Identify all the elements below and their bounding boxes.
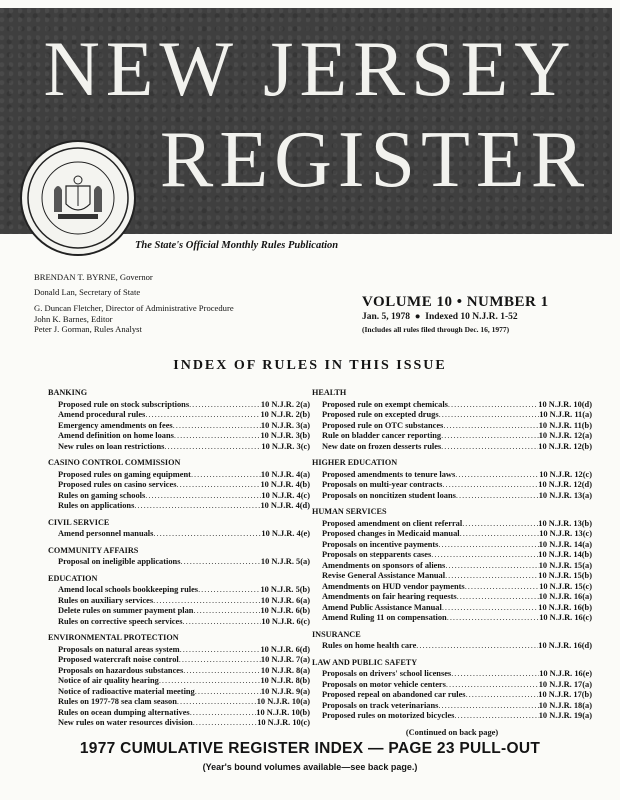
index-entry	[312, 491, 592, 502]
entry-reference: 10 N.J.R. 2(b)	[260, 410, 310, 419]
entry-title: Emergency amendments on fees	[58, 420, 173, 430]
entry-title: Proposals on natural areas system	[58, 644, 180, 654]
official-secretary: Donald Lan, Secretary of State	[34, 286, 141, 297]
dot-leader	[455, 470, 539, 481]
entry-title: Amend definition on home loans	[58, 431, 174, 440]
index-entry	[48, 557, 310, 568]
index-entry	[312, 613, 592, 624]
index-entry	[312, 641, 592, 652]
entry-reference: 10 N.J.R. 9(a)	[260, 686, 310, 696]
index-entry	[312, 603, 592, 614]
dot-leader	[190, 708, 257, 719]
entry-title: Proposed rules on motorized bicycles	[322, 711, 455, 720]
entry-title: New date on frozen desserts rules	[322, 441, 442, 451]
entry-title: Rules on corrective speech services	[58, 616, 183, 626]
entry-title: Proposed amendment on client referral	[322, 518, 463, 528]
entry-reference: 10 N.J.R. 10(b)	[256, 707, 310, 717]
index-entry	[312, 540, 592, 551]
section-heading: HIGHER EDUCATION	[312, 458, 398, 467]
index-entry	[312, 711, 592, 722]
entry-reference: 10 N.J.R. 10(a)	[256, 697, 310, 706]
dot-leader	[447, 613, 539, 624]
index-title: INDEX OF RULES IN THIS ISSUE	[173, 358, 447, 373]
tagline: The State's Official Monthly Rules Publication	[135, 240, 339, 251]
entry-title: Proposed rule on exempt chemicals	[322, 399, 448, 409]
section-heading: ENVIRONMENTAL PROTECTION	[48, 633, 179, 642]
entry-reference: 10 N.J.R. 6(b)	[260, 606, 310, 615]
state-seal-icon	[20, 140, 136, 256]
index-entry	[312, 529, 592, 540]
dot-leader	[179, 655, 261, 666]
entry-reference: 10 N.J.R. 16(a)	[538, 592, 592, 601]
entry-title: Proposals on incentive payments	[322, 539, 439, 549]
index-entry	[48, 410, 310, 421]
index-entry	[312, 592, 592, 603]
entry-reference: 10 N.J.R. 12(b)	[538, 441, 592, 451]
entry-title: Proposal on ineligible applications	[58, 557, 181, 566]
entry-reference: 10 N.J.R. 16(c)	[539, 613, 592, 622]
dot-leader	[416, 641, 538, 652]
dot-leader	[439, 410, 540, 421]
entry-title: Proposed rules on gaming equipment	[58, 469, 191, 479]
entry-title: Rules on home health care	[322, 641, 417, 650]
officials-list	[34, 272, 234, 335]
index-entry	[48, 666, 310, 677]
entry-title: New rules on water resources division	[58, 718, 193, 727]
dot-leader	[145, 491, 261, 502]
dot-leader	[466, 690, 539, 701]
section-heading: COMMUNITY AFFAIRS	[48, 545, 139, 555]
dot-leader	[445, 571, 538, 582]
entry-reference: 10 N.J.R. 2(a)	[260, 399, 310, 409]
entry-title: Proposed rule on excepted drugs	[322, 410, 439, 419]
entry-title: Rules on gaming schools	[58, 490, 146, 500]
index-entry	[48, 596, 310, 607]
entry-reference: 10 N.J.R. 8(b)	[260, 676, 310, 685]
index-entry	[312, 571, 592, 582]
entry-reference: 10 N.J.R. 15(a)	[538, 560, 592, 570]
index-entry	[312, 561, 592, 572]
entry-title: Proposed changes in Medicaid manual	[322, 529, 460, 538]
entry-reference: 10 N.J.R. 3(c)	[261, 441, 310, 451]
entry-title: Proposed repeal on abandoned car rules	[322, 690, 466, 699]
entry-reference: 10 N.J.R. 16(d)	[538, 641, 592, 650]
entry-reference: 10 N.J.R. 10(d)	[538, 399, 592, 409]
index-entry	[312, 400, 592, 411]
section-heading: EDUCATION	[48, 573, 98, 583]
entry-reference: 10 N.J.R. 5(a)	[260, 557, 310, 566]
index-entry	[312, 690, 592, 701]
entry-reference: 10 N.J.R. 4(a)	[260, 469, 310, 479]
entry-title: Rule on bladder cancer reporting	[322, 431, 442, 440]
entry-reference: 10 N.J.R. 6(a)	[260, 595, 310, 605]
dot-leader	[457, 592, 539, 603]
index-entry	[48, 431, 310, 442]
dot-leader	[441, 431, 539, 442]
index-entry	[312, 470, 592, 481]
dot-leader	[465, 582, 539, 593]
dot-leader	[445, 561, 538, 572]
dot-leader	[145, 410, 260, 421]
entry-reference: 10 N.J.R. 6(d)	[260, 644, 310, 654]
dot-leader	[438, 540, 538, 551]
entry-reference: 10 N.J.R. 3(b)	[260, 431, 310, 440]
index-entry	[48, 606, 310, 617]
entry-title: Amendments on HUD vendor payments	[322, 581, 465, 591]
entry-title: Rules on auxiliary services	[58, 595, 154, 605]
entry-title: Proposals on noncitizen student loans	[322, 490, 456, 500]
index-entry	[48, 529, 310, 540]
entry-title: Proposals on multi-year contracts	[322, 480, 443, 489]
masthead-title-line2: REGISTER	[159, 116, 591, 204]
index-entry	[48, 421, 310, 432]
index-entry	[48, 697, 310, 708]
dot-leader	[177, 480, 261, 491]
dot-leader	[448, 400, 538, 411]
entry-title: Amendments on sponsors of aliens	[322, 560, 446, 570]
entry-reference: 10 N.J.R. 12(d)	[538, 480, 592, 489]
dot-leader	[441, 442, 538, 453]
entry-reference: 10 N.J.R. 16(e)	[539, 669, 592, 678]
entry-title: Proposed rules on casino services	[58, 480, 177, 489]
entry-title: Proposals on motor vehicle centers	[322, 679, 446, 689]
entry-title: Amend personnel manuals	[58, 529, 154, 538]
dot-leader	[195, 687, 261, 698]
index-entry	[312, 431, 592, 442]
index-entry	[48, 501, 310, 512]
dot-leader	[173, 421, 261, 432]
section-heading: CASINO CONTROL COMMISSION	[48, 458, 181, 467]
entry-title: Proposed amendments to tenure laws	[322, 469, 456, 479]
entry-reference: 10 N.J.R. 18(a)	[538, 700, 592, 710]
dot-leader	[462, 519, 538, 530]
dot-leader	[174, 431, 261, 442]
index-entry	[48, 687, 310, 698]
entry-reference: 10 N.J.R. 11(a)	[539, 410, 592, 419]
index-entry	[48, 617, 310, 628]
dot-leader	[451, 669, 539, 680]
index-entry	[48, 676, 310, 687]
dot-leader	[134, 501, 260, 512]
index-entry	[48, 480, 310, 491]
issue-date: Jan. 5, 1978	[362, 312, 411, 322]
issue-line	[362, 312, 572, 322]
entry-reference: 10 N.J.R. 13(c)	[539, 529, 592, 538]
entry-reference: 10 N.J.R. 11(b)	[538, 420, 592, 430]
entry-reference: 10 N.J.R. 3(a)	[260, 420, 310, 430]
volume-block	[362, 294, 572, 334]
dot-leader	[191, 470, 261, 481]
dot-leader	[153, 529, 261, 540]
continued-note: (Continued on back page)	[405, 727, 499, 737]
index-entry	[48, 470, 310, 481]
entry-reference: 10 N.J.R. 6(c)	[261, 616, 310, 626]
section-heading: BANKING	[48, 388, 88, 397]
index-entry	[312, 442, 592, 453]
entry-title: Proposed rule on OTC substances	[322, 420, 444, 430]
dot-leader	[431, 550, 538, 561]
includes-note: (Includes all rules filed through Dec. 16, 1977)	[362, 325, 510, 334]
entry-reference: 10 N.J.R. 15(b)	[538, 571, 592, 580]
dot-leader	[183, 666, 261, 677]
dot-leader	[189, 400, 261, 411]
index-entry	[312, 669, 592, 680]
official-editor: John K. Barnes, Editor	[34, 313, 113, 324]
index-entry	[48, 491, 310, 502]
index-entry	[48, 400, 310, 411]
dot-leader	[183, 617, 262, 628]
entry-reference: 10 N.J.R. 8(a)	[260, 665, 310, 675]
index-column-left	[48, 380, 310, 729]
index-entry	[312, 519, 592, 530]
entry-title: Proposals on stepparents cases	[322, 550, 432, 559]
entry-reference: 10 N.J.R. 15(c)	[539, 581, 592, 591]
index-entry	[312, 480, 592, 491]
index-column-right	[312, 380, 592, 738]
dot-leader	[438, 701, 538, 712]
index-entry	[312, 410, 592, 421]
section-heading: INSURANCE	[312, 629, 361, 639]
entry-title: Notice of radioactive material meeting	[58, 686, 195, 696]
entry-title: Proposals on hazardous substances	[58, 665, 184, 675]
entry-reference: 10 N.J.R. 4(c)	[261, 490, 310, 500]
dot-leader	[446, 680, 539, 691]
entry-title: Amendments on fair hearing requests	[322, 592, 457, 601]
entry-title: Amend Ruling 11 on compensation	[322, 613, 447, 622]
index-entry	[48, 655, 310, 666]
entry-reference: 10 N.J.R. 13(b)	[538, 518, 592, 528]
masthead-title-line1: NEW JERSEY	[43, 25, 577, 112]
section-heading: HEALTH	[312, 388, 347, 397]
entry-title: Delete rules on summer payment plan	[58, 606, 194, 615]
entry-title: Proposals on drivers' school licenses	[322, 669, 452, 678]
section-heading: CIVIL SERVICE	[48, 517, 110, 527]
entry-reference: 10 N.J.R. 12(c)	[539, 469, 592, 479]
entry-title: Proposed watercraft noise control	[58, 655, 179, 664]
index-entry	[312, 421, 592, 432]
entry-title: Amend local schools bookkeeping rules	[58, 585, 199, 594]
entry-title: Proposed rule on stock subscriptions	[58, 399, 190, 409]
entry-reference: 10 N.J.R. 14(a)	[538, 539, 592, 549]
index-entry	[48, 708, 310, 719]
entry-title: Notice of air quality hearing	[58, 676, 159, 685]
dot-leader	[193, 606, 260, 617]
index-entry	[48, 442, 310, 453]
dot-leader	[180, 557, 260, 568]
indexed-range: Indexed 10 N.J.R. 1-52	[425, 312, 518, 322]
entry-reference: 10 N.J.R. 12(a)	[538, 431, 592, 440]
entry-title: New rules on loan restrictions	[58, 441, 165, 451]
dot-leader	[180, 645, 261, 656]
index-entry	[48, 718, 310, 729]
bound-volumes-note: (Year's bound volumes available—see back page.)	[202, 762, 418, 772]
official-director: G. Duncan Fletcher, Director of Administrative Procedure	[34, 303, 234, 313]
dot-leader	[198, 585, 260, 596]
dot-leader	[456, 491, 539, 502]
section-heading: HUMAN SERVICES	[312, 507, 387, 516]
entry-reference: 10 N.J.R. 4(e)	[261, 529, 310, 538]
entry-reference: 10 N.J.R. 7(a)	[260, 655, 310, 664]
entry-reference: 10 N.J.R. 10(c)	[257, 718, 310, 727]
index-entry	[312, 680, 592, 691]
official-analyst: Peter J. Gorman, Rules Analyst	[34, 324, 142, 334]
entry-reference: 10 N.J.R. 14(b)	[538, 550, 592, 559]
index-entry	[312, 582, 592, 593]
entry-reference: 10 N.J.R. 19(a)	[538, 711, 592, 720]
volume-number: VOLUME 10 • NUMBER 1	[362, 294, 549, 310]
section-heading: LAW AND PUBLIC SAFETY	[312, 657, 418, 667]
dot-leader	[454, 711, 538, 722]
entry-reference: 10 N.J.R. 13(a)	[538, 490, 592, 500]
entry-reference: 10 N.J.R. 5(b)	[260, 585, 310, 594]
entry-reference: 10 N.J.R. 4(d)	[260, 501, 310, 510]
dot-leader	[443, 421, 538, 432]
dot-leader	[177, 697, 257, 708]
entry-reference: 10 N.J.R. 17(b)	[538, 690, 592, 699]
entry-title: Rules on 1977-78 sea clam season	[58, 697, 177, 706]
entry-title: Amend procedural rules	[58, 410, 146, 419]
dot-leader	[442, 603, 538, 614]
dot-leader	[153, 596, 261, 607]
dot-leader	[193, 718, 257, 729]
dot-leader	[159, 676, 261, 687]
entry-title: Rules on ocean dumping alternatives	[58, 707, 190, 717]
entry-title: Revise General Assistance Manual	[322, 571, 446, 580]
index-entry	[312, 550, 592, 561]
dot-leader	[164, 442, 261, 453]
entry-title: Proposals on track veterinarians	[322, 700, 439, 710]
entry-title: Amend Public Assistance Manual	[322, 602, 442, 612]
cumulative-index-banner: 1977 CUMULATIVE REGISTER INDEX — PAGE 23 PULL-OUT	[79, 740, 541, 757]
dot-leader	[442, 480, 538, 491]
index-entry	[312, 701, 592, 712]
index-entry	[48, 585, 310, 596]
entry-reference: 10 N.J.R. 16(b)	[538, 602, 592, 612]
entry-reference: 10 N.J.R. 17(a)	[538, 679, 592, 689]
entry-title: Rules on applications	[58, 501, 135, 510]
entry-reference: 10 N.J.R. 4(b)	[260, 480, 310, 489]
dot-leader	[460, 529, 540, 540]
index-entry	[48, 645, 310, 656]
bullet-icon: ●	[412, 312, 423, 322]
official-governor: BRENDAN T. BYRNE, Governor	[34, 272, 153, 282]
